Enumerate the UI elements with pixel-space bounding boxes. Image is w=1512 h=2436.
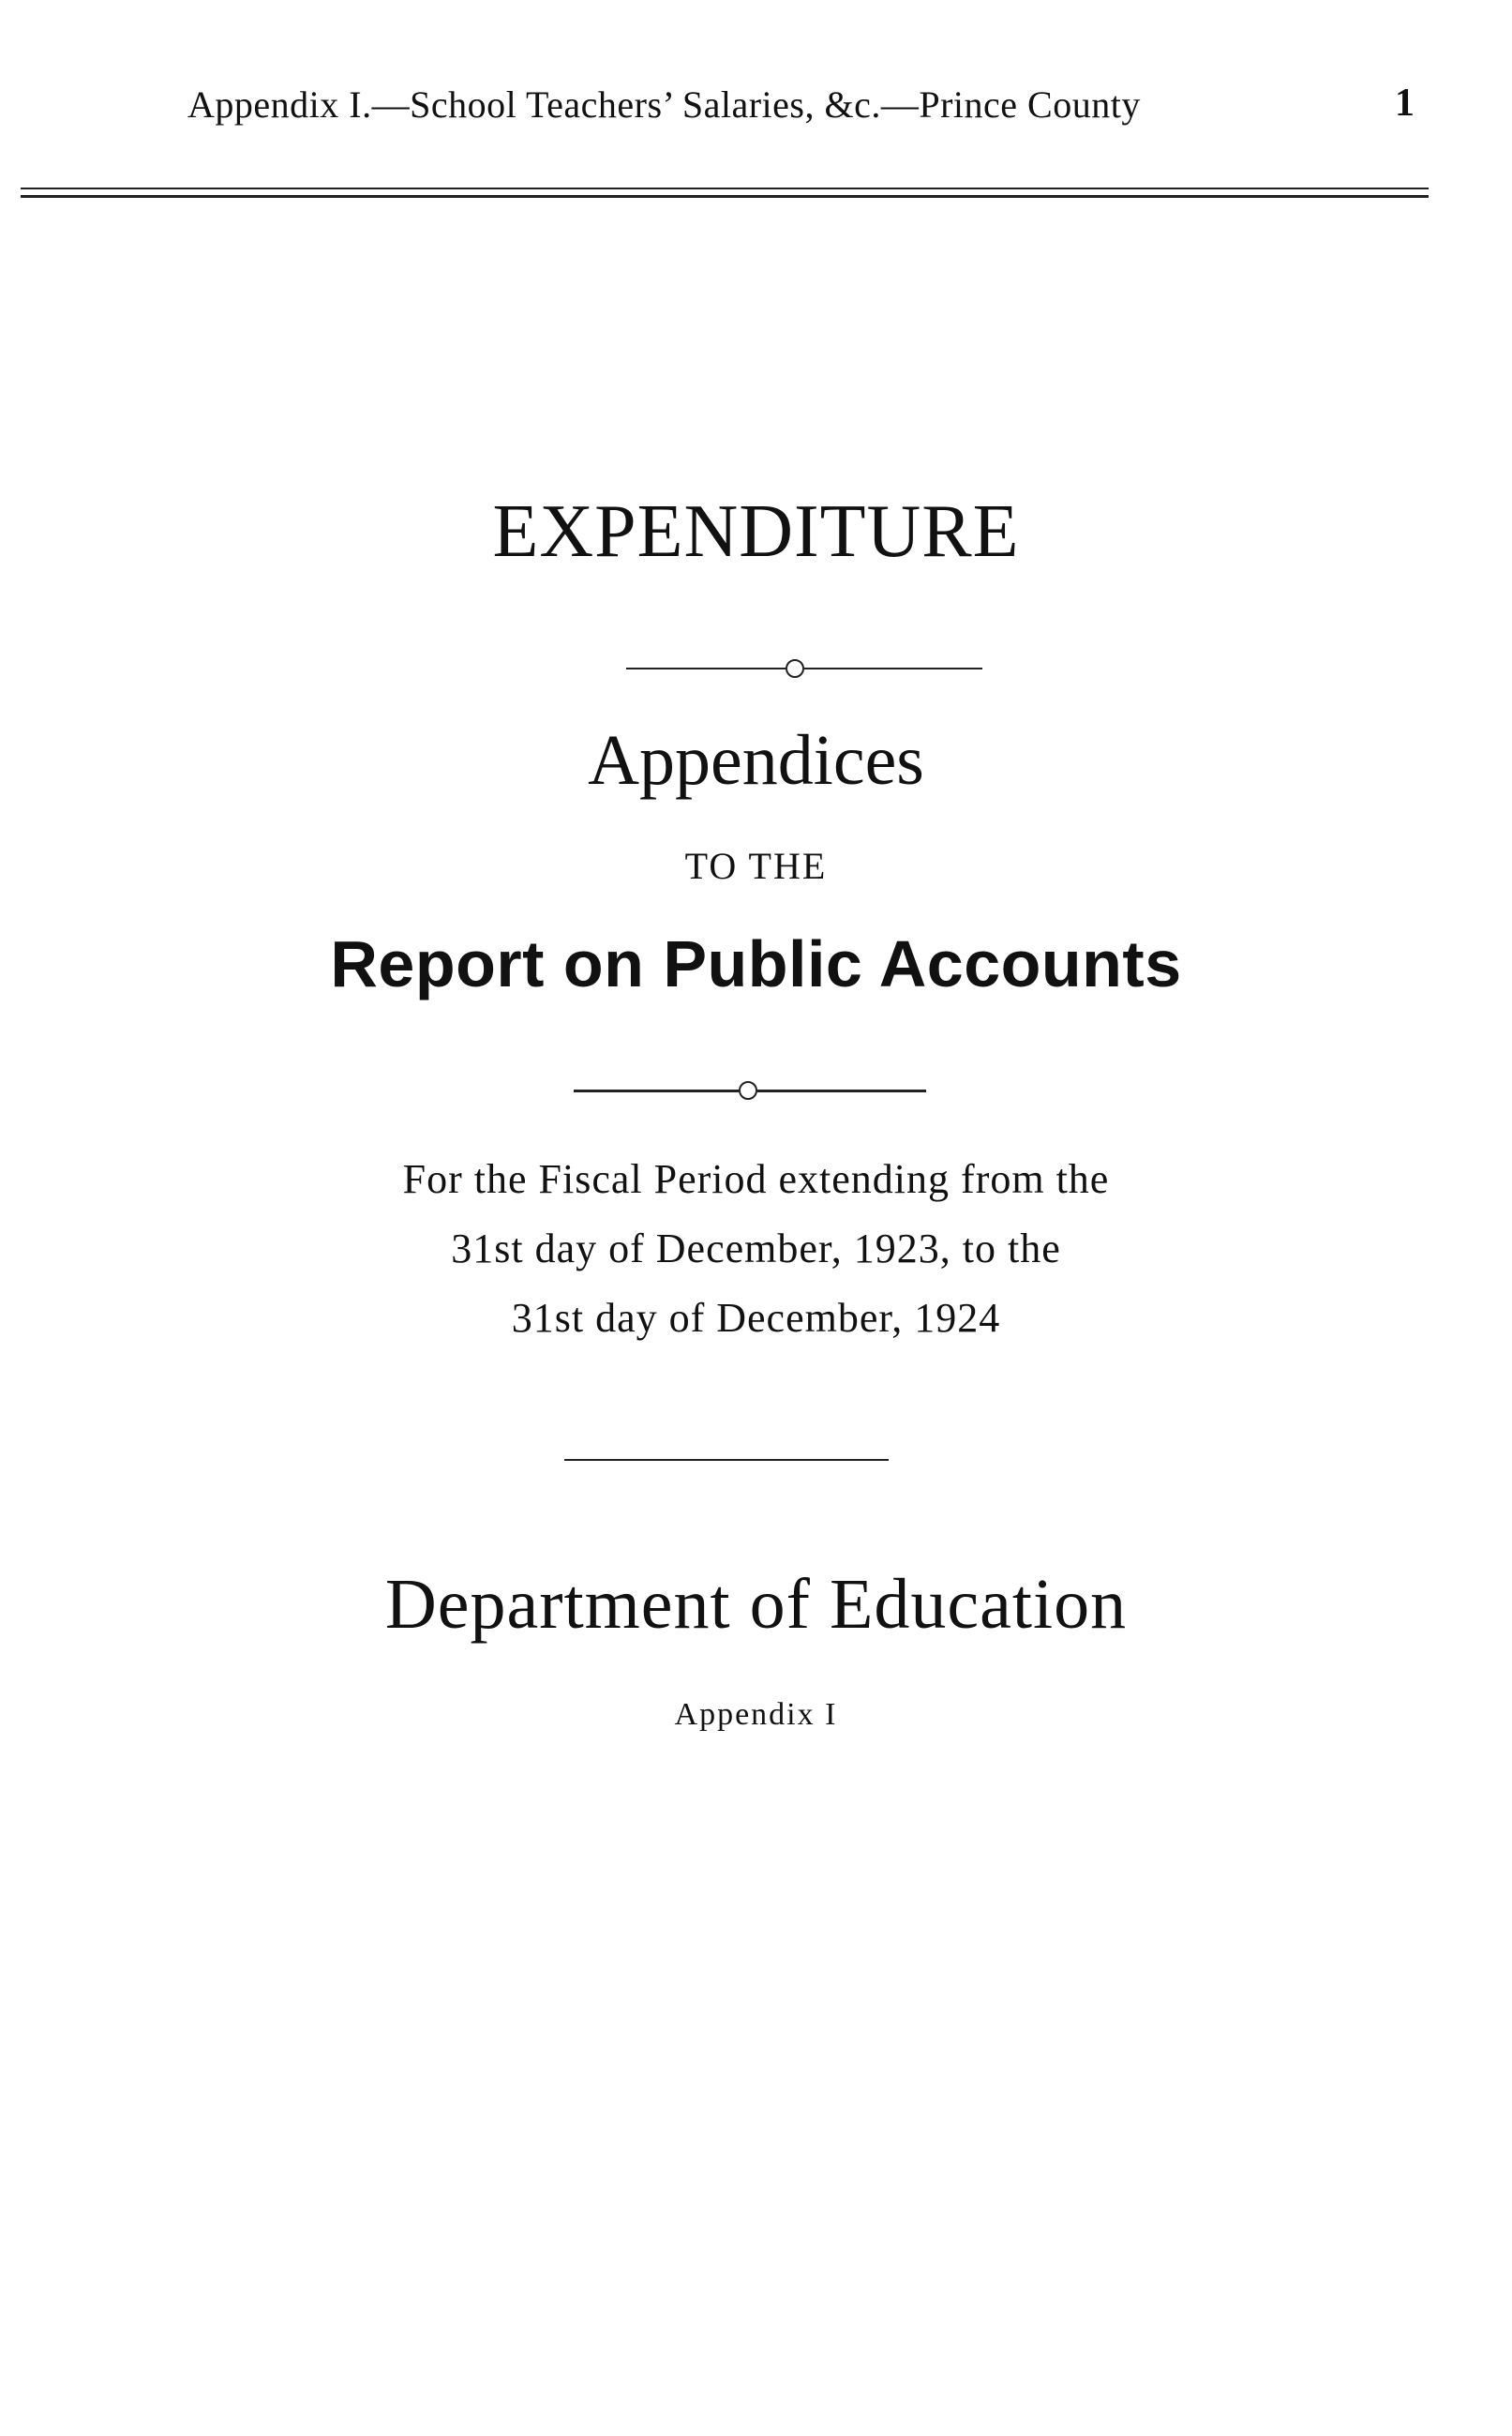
fiscal-period-line-3: 31st day of December, 1924 bbox=[511, 1295, 1001, 1341]
report-heading: Report on Public Accounts bbox=[330, 927, 1182, 1000]
header-rule-bottom bbox=[21, 195, 1429, 198]
fiscal-period-line-2: 31st day of December, 1923, to the bbox=[451, 1226, 1061, 1271]
department-heading: Department of Education bbox=[384, 1565, 1128, 1644]
appendix-label: Appendix I bbox=[674, 1697, 838, 1732]
header-rule-top bbox=[21, 188, 1429, 189]
separator-3 bbox=[564, 1459, 889, 1461]
running-header: Appendix I.—School Teachers’ Salaries, &c.—Prince County bbox=[187, 83, 1141, 126]
page-number: 1 bbox=[1395, 82, 1415, 125]
fiscal-period-line-1: For the Fiscal Period extending from the bbox=[402, 1156, 1110, 1202]
to-the-text: TO THE bbox=[684, 845, 828, 887]
appendices-heading: Appendices bbox=[588, 721, 924, 800]
main-title: EXPENDITURE bbox=[492, 490, 1020, 573]
